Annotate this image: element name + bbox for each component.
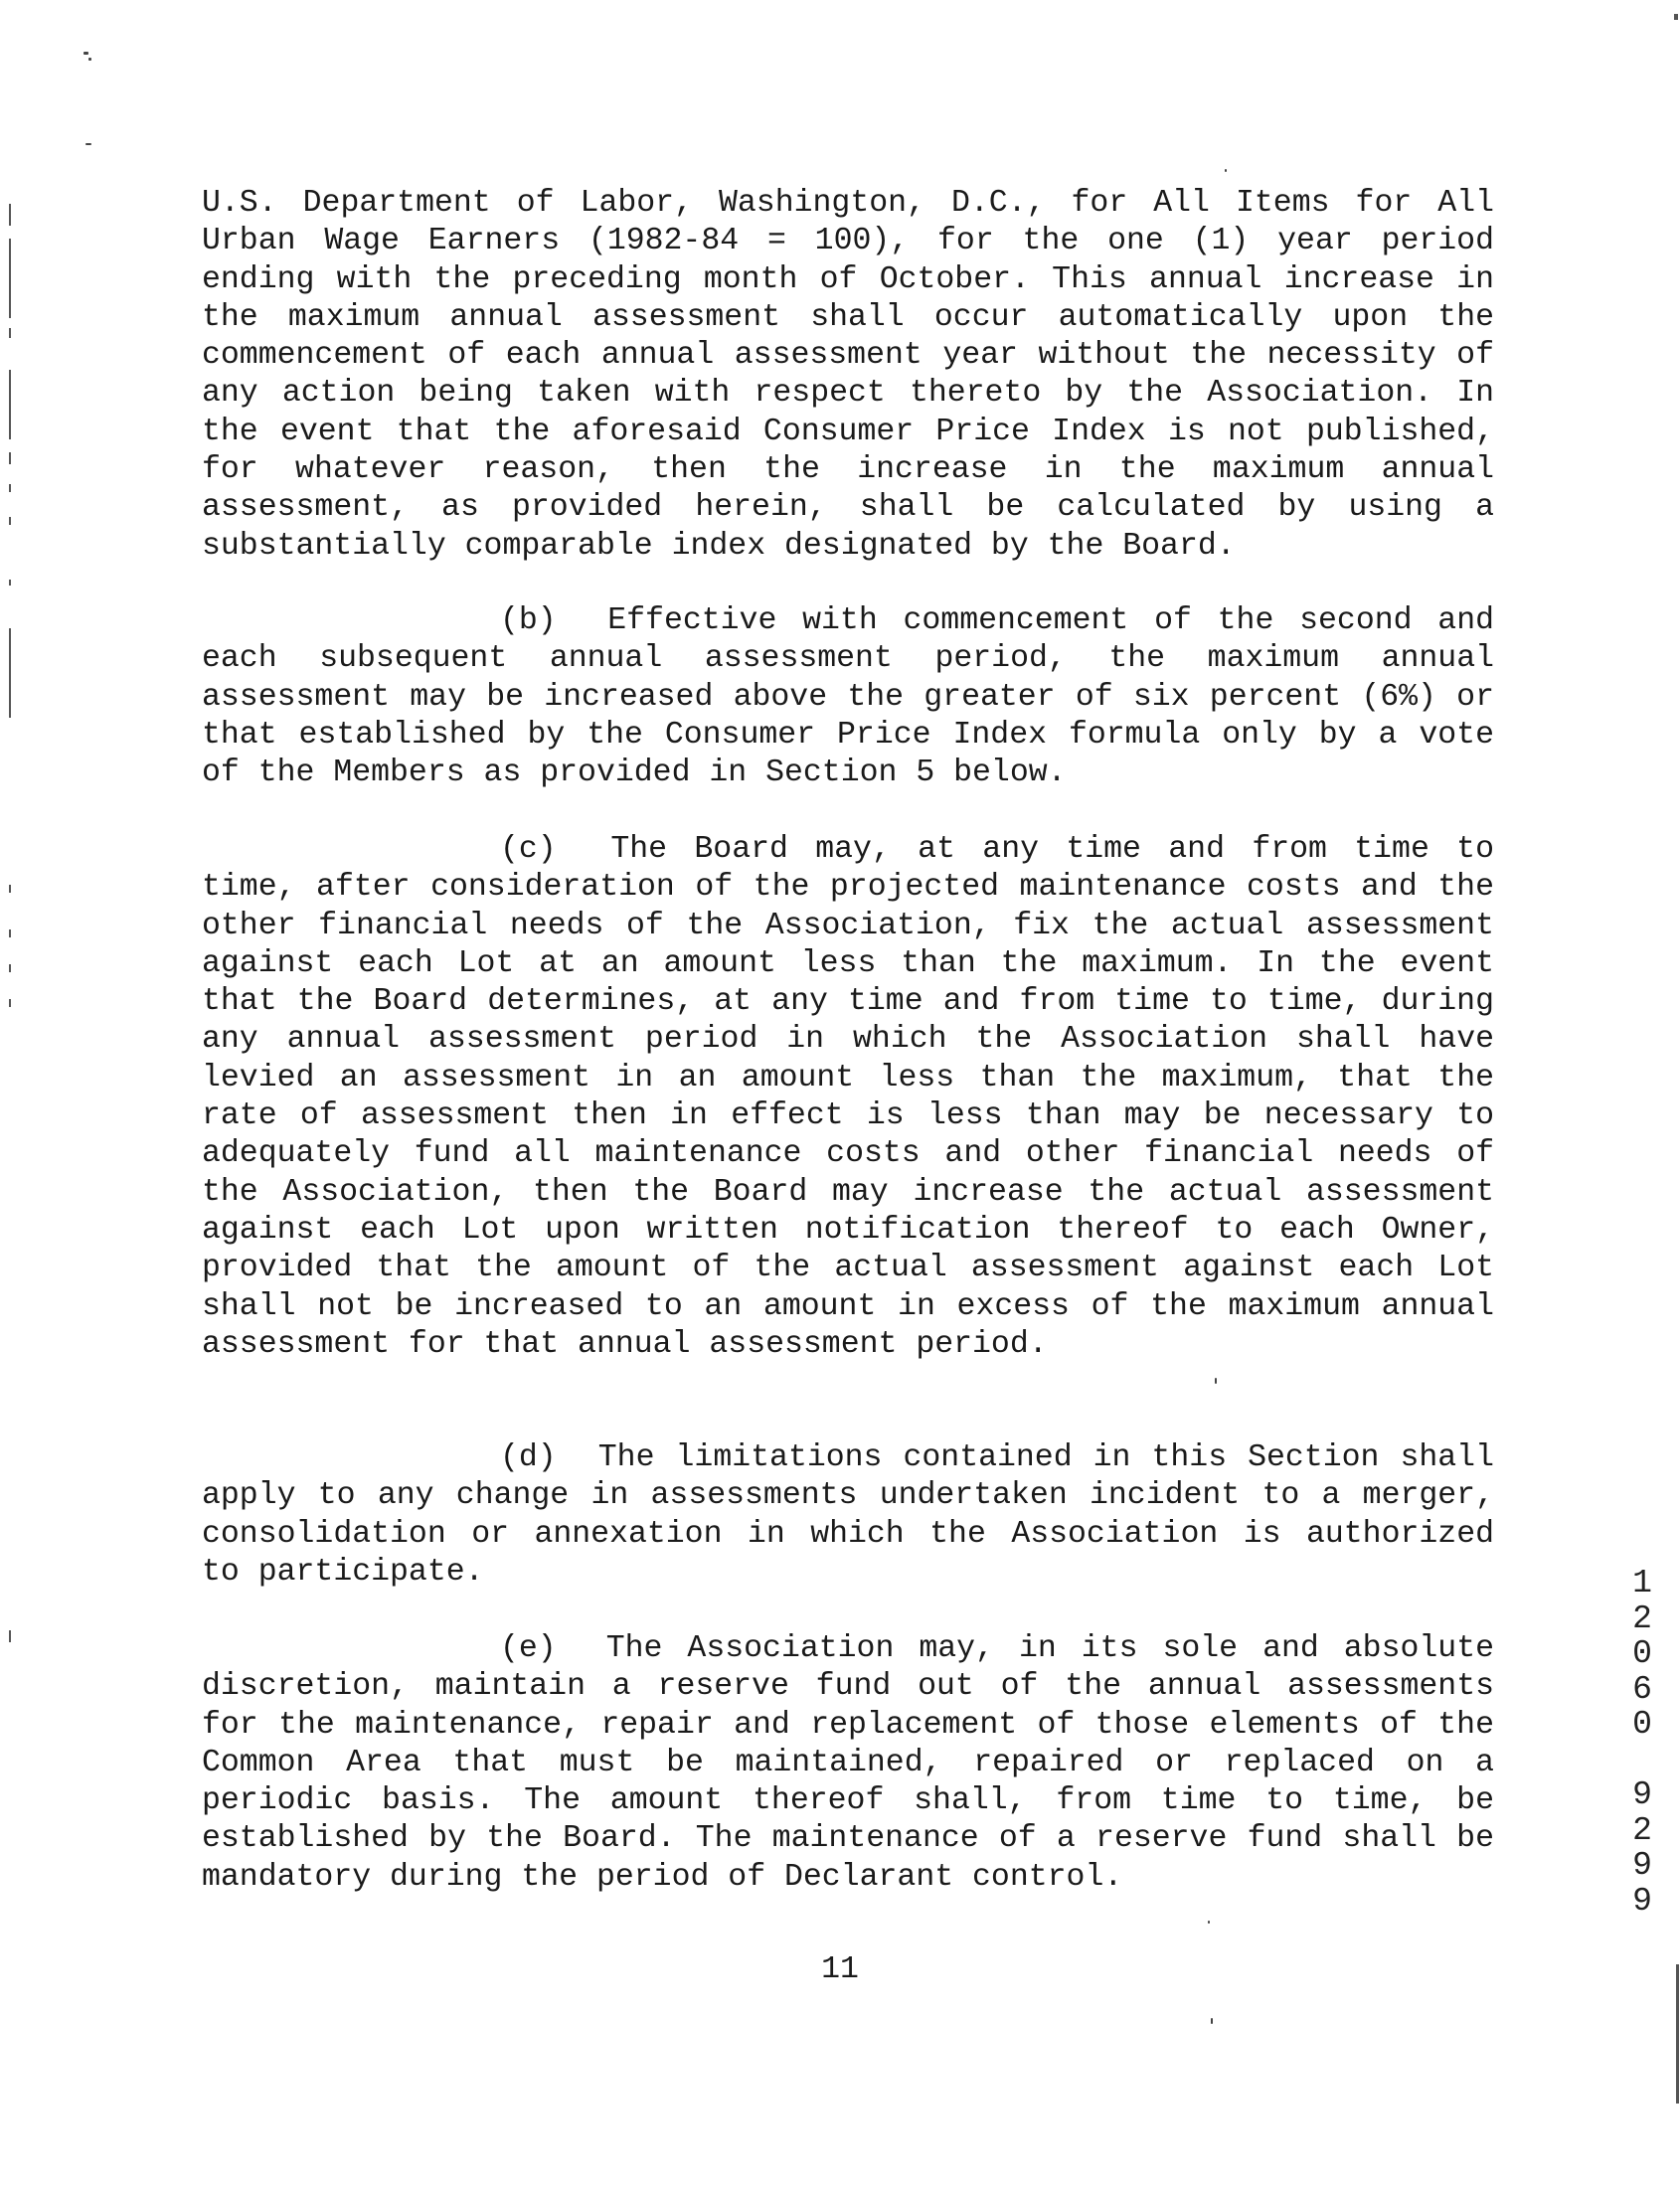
- scan-artifact: [9, 484, 11, 492]
- paragraph-continuation: [202, 185, 1494, 566]
- paragraph-text: The Association may, in its sole and absolute discretion, maintain a reserve fund out of the annual assessments for the maintenance, repair and replacement of those elements of the Common Area that must be maintained, repaired or replaced on a periodic basis. The amount thereof shall, from time to time, be established by the Board. The maintenance of a reserve fund shall be mandatory during the period of Declarant control.: [202, 1631, 1495, 1895]
- paragraph-text: The limitations contained in this Section shall apply to any change in assessments undertaken incident to a merger, consolidation or annexation in which the Association is authorized to participate.: [202, 1440, 1494, 1590]
- scan-artifact: [88, 58, 91, 61]
- scan-artifact: [9, 580, 11, 586]
- stamp-digit: 9: [1632, 1776, 1652, 1813]
- paragraph-text: The Board may, at any time and from time to time, after consideration of the projected maintenance costs and the other financial needs of the Association, fix the actual assessment against each Lot at an amount less than the maximum. In the event that the Board determines, at any time and from time to time, during any annual assessment period in which the Association shall have levied an assessment in an amount less than the maximum, that the rate of assessment then in effect is less than may be necessary to adequately fund all maintenance costs and other financial needs of the Association, then the Board may increase the actual assessment against each Lot upon written notification thereof to each Owner, provided that the amount of the actual assessment against each Lot shall not be increased to an amount in excess of the maximum annual assessment for that annual assessment period.: [202, 832, 1494, 1362]
- scan-artifact: [9, 370, 11, 439]
- scan-artifact: [9, 328, 11, 338]
- scan-artifact: [9, 885, 11, 893]
- paragraph-text: U.S. Department of Labor, Washington, D.C., for All Items for All Urban Wage Earners (1982-84 = 100), for the one (1) year period ending with the preceding month of October. This annual increase in the maximum annual assessment shall occur automatically upon the commencement of each annual assessment year without the necessity of any action being taken with respect thereto by the Association. In the event that the aforesaid Consumer Price Index is not published, for whatever reason, then the increase in the maximum annual assessment, as provided herein, shall be calculated by using a substantially comparable index designated by the Board.: [202, 186, 1494, 564]
- paragraph-label: (d): [500, 1440, 557, 1475]
- recording-stamp: [1622, 1566, 1662, 1919]
- paragraph-d: [202, 1439, 1494, 1592]
- scan-artifact: [9, 1630, 11, 1642]
- stamp-digit: 2: [1632, 1600, 1652, 1637]
- scan-artifact: [9, 517, 11, 525]
- paragraph-b: [202, 602, 1494, 792]
- scan-artifact: [1225, 169, 1227, 172]
- paragraph-c: [202, 831, 1494, 1364]
- stamp-gap: [1622, 1743, 1662, 1778]
- scan-artifact: [1208, 1921, 1210, 1924]
- stamp-digit: 2: [1632, 1811, 1652, 1849]
- stamp-digit: 0: [1632, 1635, 1652, 1672]
- scan-artifact: [9, 929, 11, 937]
- scan-artifact: [1215, 1378, 1217, 1384]
- stamp-digit: 6: [1632, 1670, 1652, 1708]
- scan-artifact: [1674, 14, 1678, 20]
- stamp-digit: 9: [1632, 1847, 1652, 1884]
- scan-artifact: [85, 143, 91, 145]
- scan-artifact: [9, 452, 11, 464]
- scan-artifact: [1211, 2018, 1213, 2024]
- scan-artifact: [9, 999, 11, 1007]
- scan-artifact: [9, 964, 11, 972]
- paragraph-e: [202, 1630, 1494, 1897]
- scan-artifact: [84, 52, 88, 55]
- scan-artifact: [9, 204, 11, 226]
- scan-artifact: [9, 628, 11, 718]
- paragraph-label: (e): [500, 1631, 557, 1666]
- scan-artifact: [1676, 1964, 1679, 2104]
- paragraph-label: (c): [500, 832, 557, 867]
- stamp-digit: 1: [1632, 1565, 1652, 1601]
- stamp-digit: 0: [1632, 1706, 1652, 1743]
- scan-artifact: [9, 239, 11, 318]
- page-number: 11: [821, 1952, 859, 1987]
- paragraph-text: Effective with commencement of the second and each subsequent annual assessment period, the maximum annual assessment may be increased above the greater of six percent (6%) or that established by the Consumer Price Index formula only by a vote of the Members as provided in Section 5 below.: [202, 603, 1494, 791]
- paragraph-label: (b): [500, 603, 557, 638]
- stamp-digit: 9: [1632, 1882, 1652, 1920]
